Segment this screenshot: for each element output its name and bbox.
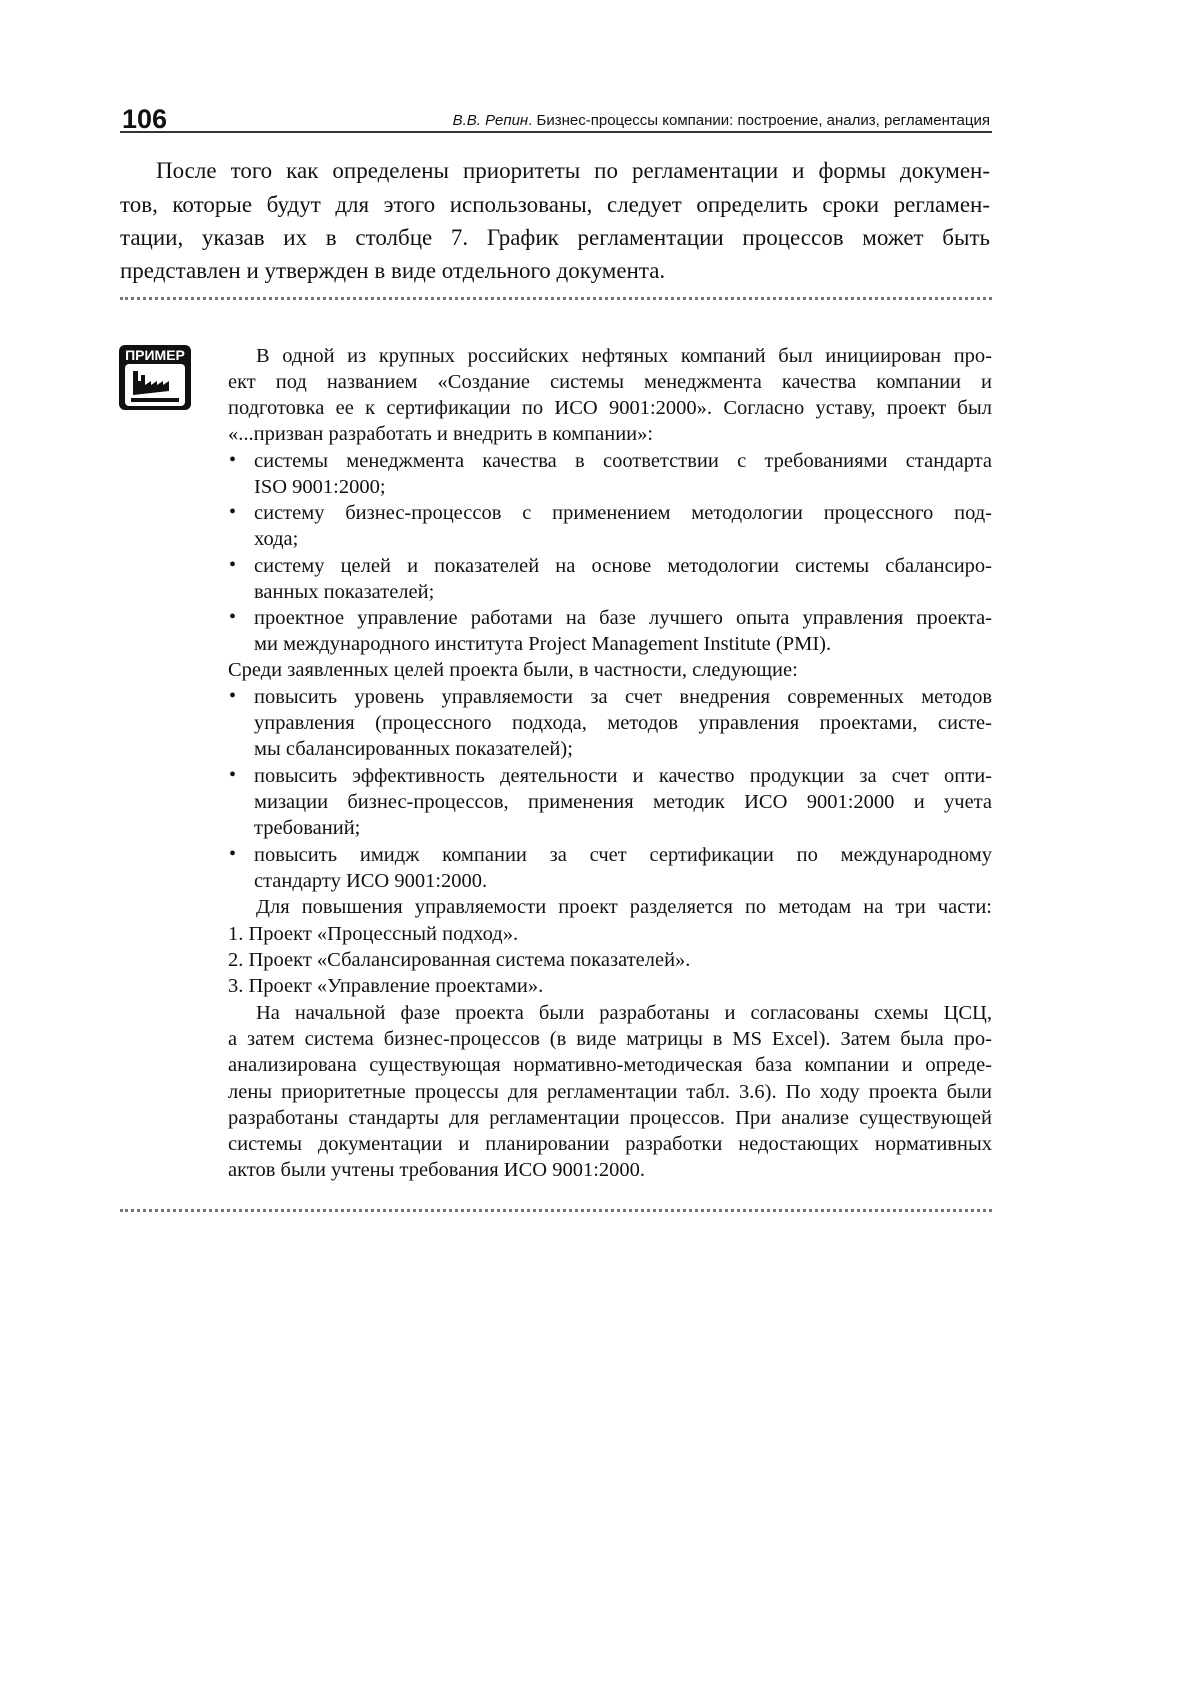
intro-line: представлен и утвержден в виде отдельного документа. [120,258,666,283]
bullet-item-line: систему бизнес-процессов с применением методологии процессного под- [254,502,992,524]
example-line: ект под названием «Создание системы менеджмента качества компании и [228,371,992,393]
example-line: актов были учтены требования ИСО 9001:2000. [228,1159,646,1181]
bullet-item-line: повысить уровень управляемости за счет внедрения современных методов [254,686,992,708]
bullet-item-line: проектное управление работами на базе лучшего опыта управления проекта- [254,607,992,629]
bullet-icon: • [229,554,237,576]
bullet-icon: • [229,449,237,471]
example-line: ванных показателей; [254,581,435,603]
example-line: 2. Проект «Сбалансированная система показателей». [228,949,691,971]
bullet-icon: • [229,606,237,628]
example-line: В одной из крупных российских нефтяных компаний был инициирован про- [256,345,992,367]
example-bottom-rule [120,1209,992,1212]
example-line: анализирована существующая нормативно-методическая база компании и опреде- [228,1054,992,1076]
running-header [370,112,990,129]
example-line: подготовка ее к сертификации по ИСО 9001:2000». Согласно уставу, проект был [228,397,992,419]
bullet-icon: • [229,764,237,786]
example-line: хода; [254,528,299,550]
example-line: ми международного института Project Management Institute (PMI). [254,633,832,655]
intro-line: тации, указав их в столбце 7. График регламентации процессов может быть [120,225,990,250]
example-icon [119,345,191,410]
book-title: . Бизнес-процессы компании: построение, анализ, регламентация [528,112,990,129]
bullet-item-line: повысить эффективность деятельности и качество продукции за счет опти- [254,765,992,787]
bullet-icon: • [229,501,237,523]
bullet-item-line: систему целей и показателей на основе методологии системы сбалансиро- [254,555,992,577]
example-line: мы сбалансированных показателей); [254,738,573,760]
author: В.В. Репин [452,112,529,129]
example-icon-label: ПРИМЕР [125,347,185,363]
example-line: Среди заявленных целей проекта были, в частности, следующие: [228,659,798,681]
example-line: мизации бизнес-процессов, применения методик ИСО 9001:2000 и учета [254,791,992,813]
example-line: а затем система бизнес-процессов (в виде матрицы в MS Excel). Затем была про- [228,1028,992,1050]
example-line: требований; [254,817,361,839]
bullet-item-line: системы менеджмента качества в соответствии с требованиями стандарта [254,450,992,472]
example-line: разработаны стандарты для регламентации процессов. При анализе существующей [228,1107,992,1129]
example-line: системы документации и планировании разработки недостающих нормативных [228,1133,992,1155]
page-number: 106 [122,104,168,134]
example-line: ISO 9001:2000; [254,476,386,498]
example-line: лены приоритетные процессы для регламентации табл. 3.6). По ходу проекта были [228,1081,992,1103]
example-line: стандарту ИСО 9001:2000. [254,870,488,892]
bullet-item-line: повысить имидж компании за счет сертификации по международному [254,844,992,866]
example-line: 3. Проект «Управление проектами». [228,975,544,997]
example-line: 1. Проект «Процессный подход». [228,923,519,945]
example-line: На начальной фазе проекта были разработаны и согласованы схемы ЦСЦ, [256,1002,992,1024]
example-line: Для повышения управляемости проект разделяется по методам на три части: [256,896,992,918]
example-line: управления (процессного подхода, методов управления проектами, систе- [254,712,992,734]
example-top-rule [120,297,992,300]
intro-line: тов, которые будут для этого использованы, следует определить сроки регламен- [120,192,990,217]
bullet-icon: • [229,843,237,865]
bullet-icon: • [229,685,237,707]
example-line: «...призван разработать и внедрить в компании»: [228,423,654,445]
header-rule [120,131,992,133]
intro-line: После того как определены приоритеты по регламентации и формы докумен- [156,158,990,183]
